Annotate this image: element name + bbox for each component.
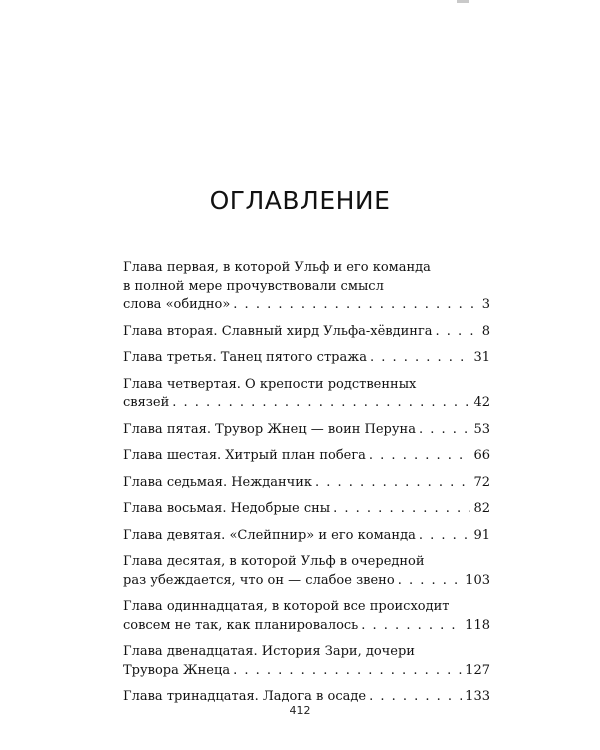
dot-leader [419,421,471,440]
toc-entry [123,527,490,546]
toc-entry [123,447,490,466]
toc-page-number: 127 [465,662,490,678]
toc-entry [123,643,490,680]
toc-entry-text: Глава третья. Танец пятого стража [123,350,367,365]
toc-page-number: 53 [473,421,490,437]
toc-page-number: 8 [481,323,490,339]
toc-entry-last-line [123,421,490,440]
toc-entry-text: совсем не так, как планировалось [123,617,359,633]
toc-entry-last-line [123,500,490,519]
dot-leader [369,447,471,466]
toc-entry [123,598,490,635]
toc-page-number: 31 [473,350,490,365]
toc-page-number: 91 [473,527,490,543]
toc-entry-line: Глава первая, в которой Ульф и его команда [123,260,431,275]
toc-entry-text: Глава пятая. Трувор Жнец — воин Перуна [123,421,416,437]
toc-entry-last-line [123,394,490,413]
toc-entry-last-line [123,296,490,315]
toc-entry-last-line [123,323,490,342]
toc-entry-text: раз убеждается, что он — слабое звено [123,572,395,588]
toc-entry-last-line [123,474,490,493]
dot-leader [172,394,470,413]
toc-entry-text: Трувора Жнеца [123,662,231,678]
table-of-contents [123,259,490,715]
toc-entry [123,349,490,368]
toc-entry [123,500,490,519]
toc-entry-text: связей [123,395,170,410]
dot-leader [398,572,462,591]
toc-entry-line: Глава двенадцатая. История Зари, дочери [123,644,415,659]
toc-page-number: 82 [473,501,490,516]
toc-page-number: 66 [473,448,490,463]
toc-entry-line: Глава четвертая. О крепости родственных [123,376,417,392]
dot-leader [419,527,471,546]
page-title: ОГЛАВЛЕНИЕ [209,186,391,215]
toc-entry-last-line [123,447,490,466]
toc-entry-line: Глава десятая, в которой Ульф в очередной [123,554,425,569]
toc-entry-last-line [123,527,490,546]
toc-entry [123,259,490,315]
dot-leader [333,500,470,519]
toc-page-number: 42 [473,395,490,410]
corner-mark [457,0,469,3]
toc-page-number: 103 [465,572,490,588]
toc-entry-text: Глава девятая. «Слейпнир» и его команда [123,527,416,543]
toc-entry-line: Глава одиннадцатая, в которой все происходит [123,599,450,614]
toc-page-number: 133 [465,689,490,704]
toc-entry-text: Глава шестая. Хитрый план побега [123,448,366,463]
toc-entry-last-line [123,572,490,591]
dot-leader [233,296,478,315]
toc-entry [123,553,490,590]
dot-leader [436,323,479,342]
toc-page-number: 72 [473,474,490,490]
dot-leader [361,617,462,636]
toc-entry [123,474,490,493]
toc-entry [123,376,490,413]
dot-leader [315,474,470,493]
toc-entry-text: Глава тринадцатая. Ладога в осаде [123,689,367,704]
toc-entry-text: Глава восьмая. Недобрые сны [123,501,331,516]
toc-page-number: 3 [481,297,490,312]
dot-leader [233,662,462,681]
toc-entry [123,323,490,342]
page-number: 412 [289,704,311,717]
toc-entry-text: слова «обидно» [123,297,231,312]
toc-entry [123,421,490,440]
toc-entry-text: Глава седьмая. Нежданчик [123,474,312,490]
toc-entry-text: Глава вторая. Славный хирд Ульфа-хёвдинга [123,323,433,339]
dot-leader [370,349,471,368]
toc-entry-last-line [123,617,490,636]
toc-entry-last-line [123,349,490,368]
toc-page-number: 118 [465,617,490,633]
toc-entry-last-line [123,662,490,681]
toc-entry-line: в полной мере прочувствовали смысл [123,278,384,294]
